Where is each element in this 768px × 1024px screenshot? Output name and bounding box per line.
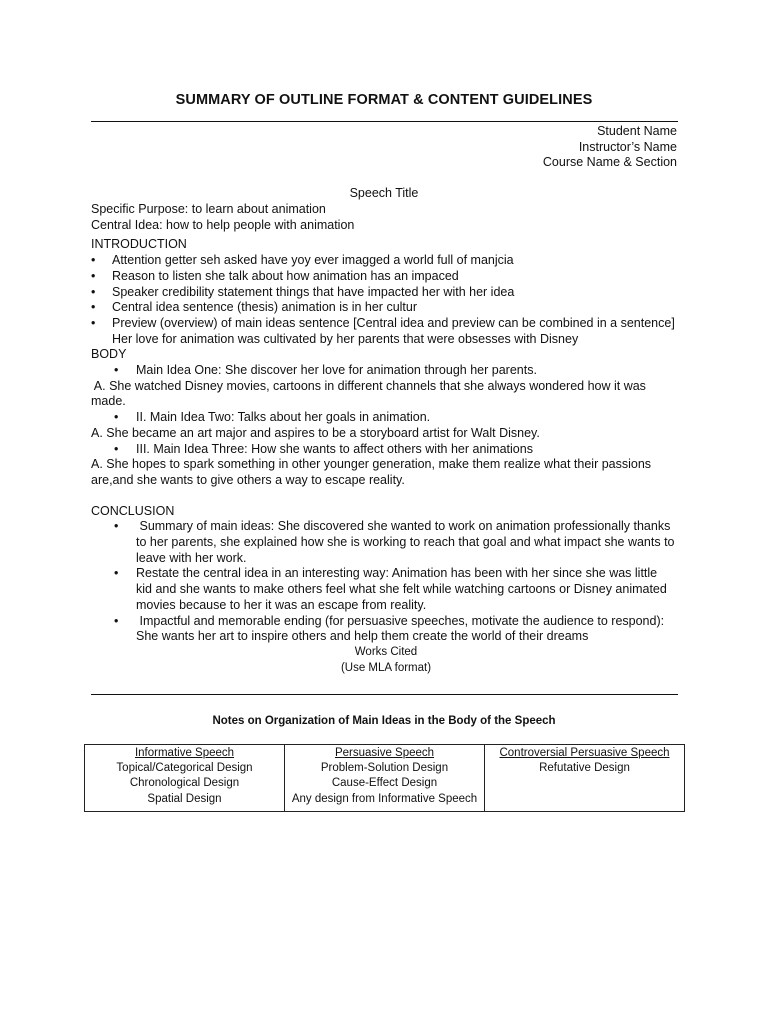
body-main-three (91, 442, 681, 458)
bullet-icon: • (114, 363, 119, 378)
body-main-one (91, 363, 681, 379)
table-cell-item: Refutative Design (539, 762, 630, 775)
bullet-icon: • (91, 284, 96, 299)
table-cell-item: Any design from Informative Speech (291, 792, 478, 805)
table-row (85, 745, 685, 812)
list-item: • Impactful and memorable ending (for persuasive speeches, motivate the audience to respond): She wants her art to inspire others and help them create the world of their dreams (114, 613, 665, 644)
table-cell-item: Chronological Design (129, 777, 240, 790)
body-main-two (91, 410, 681, 426)
column-header: Persuasive Speech (334, 747, 435, 759)
central-idea: Central Idea: how to help people with animation (91, 217, 355, 232)
list-item: • Central idea sentence (thesis) animation is in her cultur (91, 300, 418, 315)
list-item: • III. Main Idea Three: How she wants to affect others with her animations (114, 441, 533, 456)
list-item: • Main Idea One: She discover her love for animation through her parents. (114, 363, 537, 378)
bullet-icon: • (114, 441, 119, 456)
conclusion-heading: CONCLUSION (91, 503, 175, 518)
table-cell-informative (85, 745, 285, 812)
student-name: Student Name (597, 124, 677, 138)
list-item: • Reason to listen she talk about how animation has an impaced (91, 268, 459, 283)
bullet-icon: • (114, 613, 119, 628)
column-header: Controversial Persuasive Speech (499, 747, 670, 759)
body-subpoint-cont: are,and she wants to give others a way to escape reality. (91, 472, 405, 487)
body-subpoint: A. She watched Disney movies, cartoons in different channels that she always wondered how it was (91, 378, 646, 393)
introduction-heading: INTRODUCTION (91, 237, 187, 252)
body-subpoint: A. She became an art major and aspires to be a storyboard artist for Walt Disney. (91, 425, 540, 440)
body-subpoint: A. She hopes to spark something in other younger generation, make them realize what their passions (91, 457, 652, 472)
table-cell-item: Cause-Effect Design (331, 777, 438, 790)
speech-title: Speech Title (349, 186, 419, 200)
course-section: Course Name & Section (542, 155, 677, 170)
outline-content (91, 202, 681, 676)
section-divider (91, 694, 678, 695)
list-item: • Attention getter seh asked have yoy ever imagged a world full of manjcia (91, 253, 514, 268)
bullet-icon: • (91, 253, 96, 268)
document-title: SUMMARY OF OUTLINE FORMAT & CONTENT GUIDELINES (175, 92, 593, 108)
bullet-icon: • (91, 268, 96, 283)
title-divider (91, 121, 678, 122)
column-header: Informative Speech (134, 747, 235, 759)
list-item: • Speaker credibility statement things that have impacted her with her idea (91, 284, 515, 299)
table-cell-persuasive (285, 745, 485, 812)
student-info-block (543, 124, 677, 171)
introduction-list (91, 253, 681, 332)
bullet-icon: • (114, 410, 119, 425)
conclusion-list (91, 519, 681, 645)
body-subpoint-cont: made. (91, 394, 126, 409)
table-cell-item: Spatial Design (147, 792, 222, 805)
spacer (91, 489, 681, 504)
list-item: • Summary of main ideas: She discovered she wanted to work on animation professionally thanks to her parents, she explained how she is working to reach that goal and what impact she wants to leave with her work. (114, 519, 675, 565)
table-cell-controversial (485, 745, 685, 812)
bullet-icon: • (114, 519, 119, 534)
organization-design-table (84, 744, 685, 812)
list-item: • Preview (overview) of main ideas sentence [Central idea and preview can be combined in a sentence] (91, 315, 675, 330)
body-heading: BODY (91, 347, 127, 362)
table-cell-item: Topical/Categorical Design (116, 762, 253, 775)
mla-note: (Use MLA format) (340, 661, 432, 674)
introduction-continuation: Her love for animation was cultivated by her parents that were obsesses with Disney (112, 331, 579, 346)
bullet-icon: • (91, 315, 96, 330)
specific-purpose: Specific Purpose: to learn about animation (91, 202, 326, 216)
bullet-icon: • (91, 300, 96, 315)
list-item: • Restate the central idea in an interesting way: Animation has been with her since she was little kid and she wants to make others feel what she felt while watching cartoons or Disney animated movies because to her it was an escape from reality. (114, 566, 667, 612)
instructor-name: Instructor’s Name (578, 139, 677, 154)
notes-title: Notes on Organization of Main Ideas in the Body of the Speech (212, 715, 556, 727)
list-item: • II. Main Idea Two: Talks about her goals in animation. (114, 410, 431, 425)
table-cell-item: Problem-Solution Design (320, 762, 449, 775)
bullet-icon: • (114, 566, 119, 581)
works-cited-heading: Works Cited (354, 645, 418, 658)
